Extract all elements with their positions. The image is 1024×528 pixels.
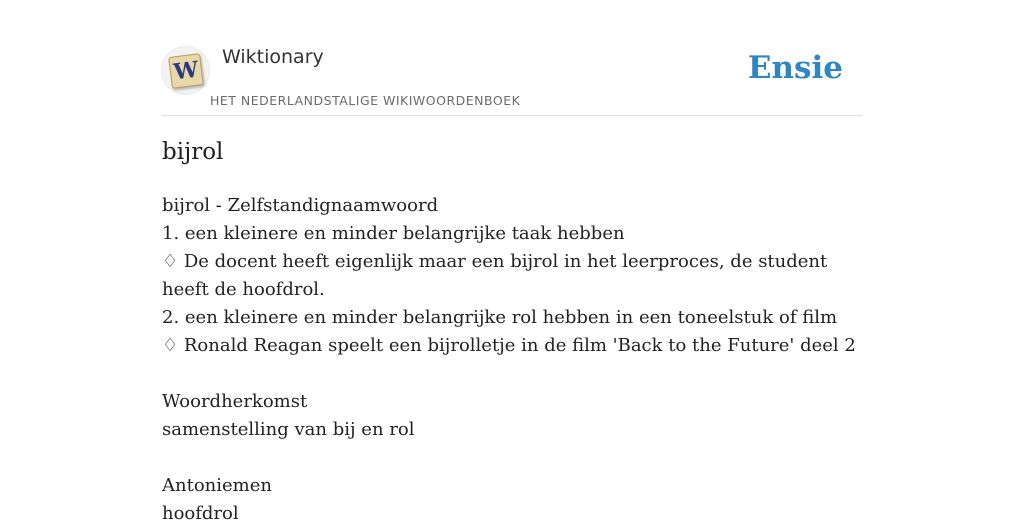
logo-letter: W	[172, 56, 200, 86]
etymology-text: samenstelling van bij en rol	[162, 419, 415, 440]
etymology-heading: Woordherkomst	[162, 391, 308, 412]
site-name[interactable]: Wiktionary	[222, 46, 324, 68]
spacer	[162, 444, 862, 472]
definition-1: 1. een kleinere en minder belangrijke taak hebben	[162, 223, 625, 244]
entry-content	[162, 192, 862, 528]
spacer	[162, 360, 862, 388]
antonyms-text: hoofdrol	[162, 503, 239, 524]
definition-2: 2. een kleinere en minder belangrijke rol hebben in een toneelstuk of film	[162, 307, 838, 328]
wiktionary-tile-icon	[168, 53, 204, 89]
header-divider	[162, 115, 862, 116]
ensie-brand-logo[interactable]: Ensie	[747, 50, 843, 86]
example-2: ♢ Ronald Reagan speelt een bijrolletje in de film 'Back to the Future' deel 2	[162, 335, 856, 356]
entry-title: bijrol	[162, 139, 224, 165]
example-1: ♢ De docent heeft eigenlijk maar een bijrol in het leerproces, de student heeft de hoofdrol.	[162, 251, 828, 300]
wiktionary-logo[interactable]	[162, 47, 209, 94]
part-of-speech-line: bijrol - Zelfstandignaamwoord	[162, 195, 439, 216]
antonyms-heading: Antoniemen	[162, 475, 272, 496]
site-tagline: HET NEDERLANDSTALIGE WIKIWOORDENBOEK	[210, 93, 521, 108]
